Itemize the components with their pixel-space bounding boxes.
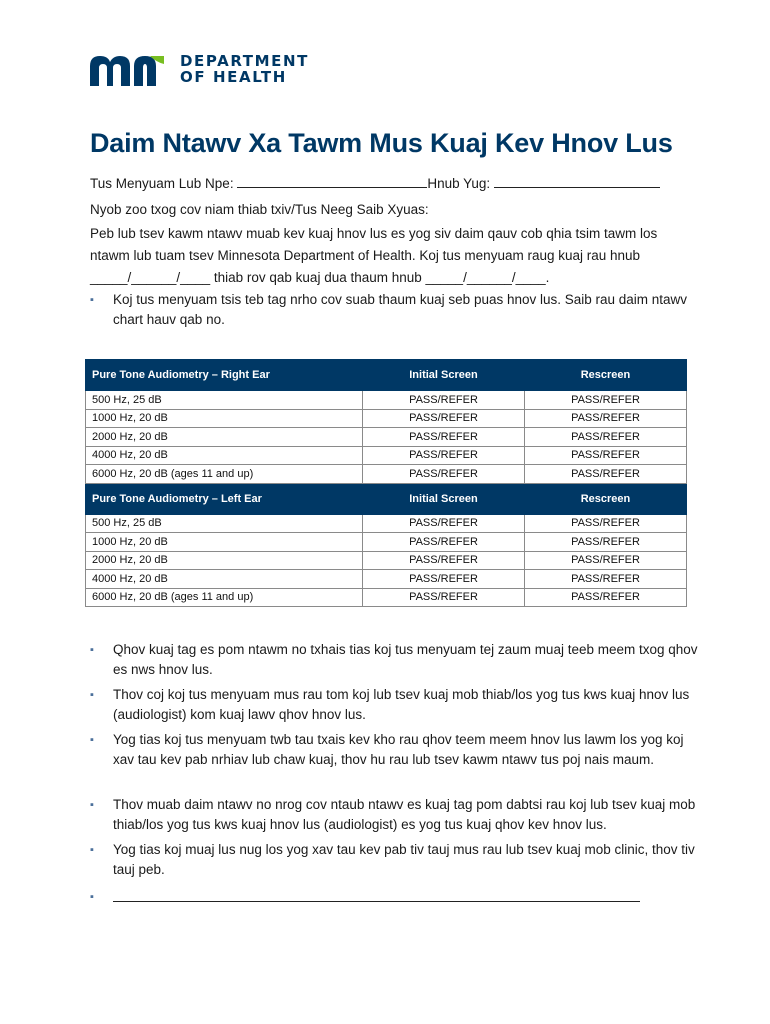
frequency-cell: 2000 Hz, 20 dB (86, 551, 363, 570)
result-cell[interactable]: PASS/REFER (525, 551, 687, 570)
child-name-label: Tus Menyuam Lub Npe: (90, 176, 234, 191)
bullet-marker: ▪ (90, 689, 94, 701)
bullet-text: Thov coj koj tus menyuam mus rau tom koj lub tsev kuaj mob thiab/los yog tus kws kuaj hnov lus (audiologist) kom kuaj lawv qhov hnov lus. (113, 687, 690, 722)
list-item (90, 290, 690, 330)
list-item (90, 640, 703, 680)
department-name (180, 53, 309, 85)
intro-line-3: _____/______/____ thiab rov qab kuaj dua thaum hnub _____/______/____. (90, 270, 550, 285)
audiometry-table (85, 359, 687, 607)
frequency-cell: 2000 Hz, 20 dB (86, 428, 363, 447)
table-row (86, 588, 687, 607)
table-row (86, 428, 687, 447)
table-row (86, 409, 687, 428)
frequency-cell: 1000 Hz, 20 dB (86, 533, 363, 552)
first-bullet-list (90, 290, 690, 330)
intro-line-1: Peb lub tsev kawm ntawv muab kev kuaj hnov lus es yog siv daim qauv cob qhia tsim tawm los (90, 226, 658, 241)
result-cell[interactable]: PASS/REFER (363, 465, 525, 484)
frequency-cell: 6000 Hz, 20 dB (ages 11 and up) (86, 465, 363, 484)
result-cell[interactable]: PASS/REFER (525, 533, 687, 552)
list-item (90, 840, 703, 880)
result-cell[interactable]: PASS/REFER (525, 514, 687, 533)
table-header-cell: Initial Screen (363, 360, 525, 391)
frequency-cell: 1000 Hz, 20 dB (86, 409, 363, 428)
table-row (86, 391, 687, 410)
frequency-cell: 4000 Hz, 20 dB (86, 446, 363, 465)
bullet-text: Qhov kuaj tag es pom ntawm no txhais tias koj tus menyuam tej zaum muaj teeb meem txog qhov es nws hnov lus. (113, 642, 698, 677)
result-cell[interactable]: PASS/REFER (363, 409, 525, 428)
bullet-marker: ▪ (90, 844, 94, 856)
result-cell[interactable]: PASS/REFER (363, 446, 525, 465)
page-title: Daim Ntawv Xa Tawm Mus Kuaj Kev Hnov Lus (90, 128, 673, 158)
child-name-field[interactable] (237, 174, 427, 188)
list-item (90, 685, 703, 725)
bullet-marker: ▪ (90, 294, 94, 306)
result-cell[interactable]: PASS/REFER (525, 570, 687, 589)
greeting: Nyob zoo txog cov niam thiab txiv/Tus Neeg Saib Xyuas: (90, 202, 429, 217)
result-cell[interactable]: PASS/REFER (363, 533, 525, 552)
intro-line-2: ntawm lub tuam tsev Minnesota Department of Health. Koj tus menyuam raug kuaj rau hnub (90, 248, 641, 263)
table-row (86, 551, 687, 570)
table-row (86, 533, 687, 552)
frequency-cell: 500 Hz, 25 dB (86, 514, 363, 533)
frequency-cell: 6000 Hz, 20 dB (ages 11 and up) (86, 588, 363, 607)
bullet-text: Yog tias koj muaj lus nug los yog xav tau kev pab tiv tauj mus rau lub tsev kuaj mob clinic, thov tiv tauj peb. (113, 842, 695, 877)
table-row (86, 570, 687, 589)
age-field[interactable] (494, 174, 660, 188)
result-cell[interactable]: PASS/REFER (363, 514, 525, 533)
result-cell[interactable]: PASS/REFER (525, 446, 687, 465)
result-cell[interactable]: PASS/REFER (525, 588, 687, 607)
table-row (86, 465, 687, 484)
bullet-marker: ▪ (90, 891, 94, 903)
age-label: Hnub Yug: (427, 176, 491, 191)
frequency-cell: 500 Hz, 25 dB (86, 391, 363, 410)
result-cell[interactable]: PASS/REFER (363, 570, 525, 589)
child-info-row (90, 174, 660, 191)
list-item (90, 795, 703, 835)
intro-paragraph (90, 223, 690, 289)
result-cell[interactable]: PASS/REFER (363, 428, 525, 447)
blank-bullet (90, 887, 94, 905)
result-cell[interactable]: PASS/REFER (525, 391, 687, 410)
table-header-cell: Rescreen (525, 483, 687, 514)
department-line-1: DEPARTMENT (180, 52, 309, 70)
table-header-cell: Pure Tone Audiometry – Right Ear (86, 360, 363, 391)
result-cell[interactable]: PASS/REFER (525, 428, 687, 447)
bullet-text: Thov muab daim ntawv no nrog cov ntaub ntawv es kuaj tag pom dabtsi rau koj lub tsev kuaj mob thiab/los yog tus kws kuaj hnov lus (audiologist) es yog tus kuaj qhov kev hnov lus. (113, 797, 696, 832)
result-cell[interactable]: PASS/REFER (525, 465, 687, 484)
result-cell[interactable]: PASS/REFER (363, 588, 525, 607)
table-header-cell: Pure Tone Audiometry – Left Ear (86, 483, 363, 514)
notes-line[interactable] (113, 901, 640, 902)
list-item (90, 730, 703, 770)
table-row (86, 514, 687, 533)
table-header-row (86, 483, 687, 514)
table-header-row (86, 360, 687, 391)
bullet-marker: ▪ (90, 799, 94, 811)
department-line-2: OF HEALTH (180, 68, 287, 86)
table-header-cell: Rescreen (525, 360, 687, 391)
result-cell[interactable]: PASS/REFER (363, 391, 525, 410)
table-row (86, 446, 687, 465)
bullet-text: Yog tias koj tus menyuam twb tau txais kev kho rau qhov teem meem hnov lus lawm los yog koj xav tau kev pab nrhiav lub chaw kuaj, thov hu rau lub tsev kawm ntawv tus poj nais maum. (113, 732, 684, 767)
bullet-marker: ▪ (90, 734, 94, 746)
bullet-marker: ▪ (90, 644, 94, 656)
frequency-cell: 4000 Hz, 20 dB (86, 570, 363, 589)
bullet-text: Koj tus menyuam tsis teb tag nrho cov suab thaum kuaj seb puas hnov lus. Saib rau daim ntawv chart hauv qab no. (113, 292, 688, 327)
mn-state-logo-icon (90, 52, 175, 88)
table-header-cell: Initial Screen (363, 483, 525, 514)
result-cell[interactable]: PASS/REFER (363, 551, 525, 570)
result-cell[interactable]: PASS/REFER (525, 409, 687, 428)
